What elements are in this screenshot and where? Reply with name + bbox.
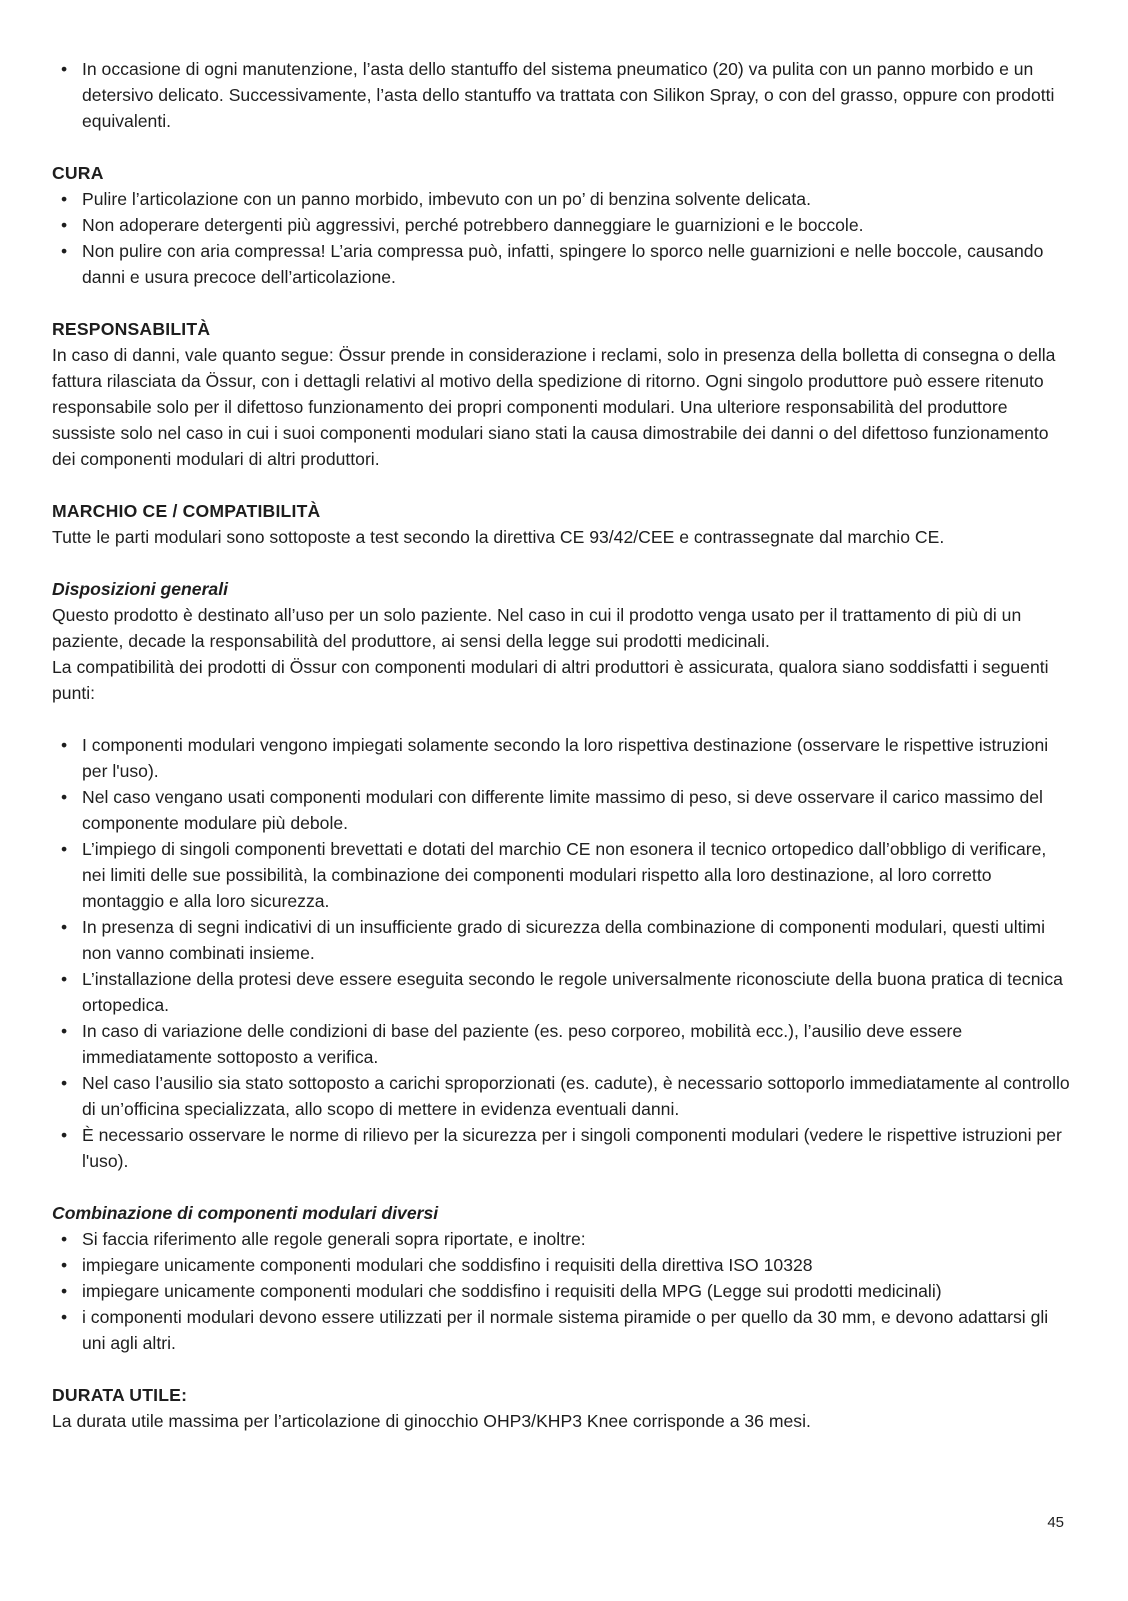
combinazione-list bbox=[52, 1226, 1072, 1356]
page-number: 45 bbox=[1047, 1514, 1064, 1531]
document-body bbox=[52, 56, 1072, 1434]
responsabilita-heading: RESPONSABILITÀ bbox=[52, 319, 211, 339]
responsabilita-paragraph: In caso di danni, vale quanto segue: Össur prende in considerazione i reclami, solo in presenza della bolletta di consegna o della fattura rilasciata da Össur, con i dettagli relativi al motivo della spedizione di ritorno. Ogni singolo produttore può essere ritenuto responsabile solo per il difettoso funzionamento dei propri componenti modulari. Una ulteriore responsabilità del produttore sussiste solo nel caso in cui i suoi componenti modulari siano stati la causa dimostrabile dei danni o del difettoso funzionamento dei componenti modulari di altri produttori. bbox=[52, 345, 1056, 469]
marchio-heading: MARCHIO CE / COMPATIBILITÀ bbox=[52, 501, 321, 521]
list-item: • Pulire l’articolazione con un panno morbido, imbevuto con un po’ di benzina solvente delicata. bbox=[52, 186, 1072, 212]
cura-heading: CURA bbox=[52, 163, 104, 183]
list-item: • Nel caso l’ausilio sia stato sottoposto a carichi sproporzionati (es. cadute), è necessario sottoporlo immediatamente al controllo di un’officina specializzata, allo scopo di mettere in evidenza eventuali danni. bbox=[52, 1070, 1072, 1122]
marchio-paragraph: Tutte le parti modulari sono sottoposte a test secondo la direttiva CE 93/42/CEE e contrassegnate dal marchio CE. bbox=[52, 527, 945, 547]
disposizioni-paragraph-1: Questo prodotto è destinato all’uso per un solo paziente. Nel caso in cui il prodotto venga usato per il trattamento di più di un paziente, decade la responsabilità del produttore, ai sensi della legge sui prodotti medicinali. bbox=[52, 605, 1022, 651]
combinazione-heading: Combinazione di componenti modulari diversi bbox=[52, 1203, 439, 1223]
list-item: • Non adoperare detergenti più aggressivi, perché potrebbero danneggiare le guarnizioni e le boccole. bbox=[52, 212, 1072, 238]
disposizioni-heading: Disposizioni generali bbox=[52, 579, 228, 599]
list-item: • Si faccia riferimento alle regole generali sopra riportate, e inoltre: bbox=[52, 1226, 1072, 1252]
list-item: • impiegare unicamente componenti modulari che soddisfino i requisiti della direttiva ISO 10328 bbox=[52, 1252, 1072, 1278]
list-item: • In caso di variazione delle condizioni di base del paziente (es. peso corporeo, mobilità ecc.), l’ausilio deve essere immediatamente sottoposto a verifica. bbox=[52, 1018, 1072, 1070]
maintenance-list bbox=[52, 56, 1072, 134]
list-item: • È necessario osservare le norme di rilievo per la sicurezza per i singoli componenti modulari (vedere le rispettive istruzioni per l'uso). bbox=[52, 1122, 1072, 1174]
durata-paragraph: La durata utile massima per l’articolazione di ginocchio OHP3/KHP3 Knee corrisponde a 36 mesi. bbox=[52, 1411, 811, 1431]
list-item: • L’installazione della protesi deve essere eseguita secondo le regole universalmente riconosciute della buona pratica di tecnica ortopedica. bbox=[52, 966, 1072, 1018]
list-item: • In presenza di segni indicativi di un insufficiente grado di sicurezza della combinazione di componenti modulari, questi ultimi non vanno combinati insieme. bbox=[52, 914, 1072, 966]
disposizioni-list bbox=[52, 732, 1072, 1174]
list-item: • Nel caso vengano usati componenti modulari con differente limite massimo di peso, si deve osservare il carico massimo del componente modulare più debole. bbox=[52, 784, 1072, 836]
list-item: • L’impiego di singoli componenti brevettati e dotati del marchio CE non esonera il tecnico ortopedico dall’obbligo di verificare, nei limiti delle sue possibilità, la combinazione dei componenti modulari rispetto alla loro destinazione, al loro corretto montaggio e alla loro sicurezza. bbox=[52, 836, 1072, 914]
list-item: • In occasione di ogni manutenzione, l’asta dello stantuffo del sistema pneumatico (20) va pulita con un panno morbido e un detersivo delicato. Successivamente, l’asta dello stantuffo va trattata con Silikon Spray, o con del grasso, oppure con prodotti equivalenti. bbox=[52, 56, 1072, 134]
cura-list bbox=[52, 186, 1072, 290]
list-item: • i componenti modulari devono essere utilizzati per il normale sistema piramide o per quello da 30 mm, e devono adattarsi gli uni agli altri. bbox=[52, 1304, 1072, 1356]
list-item: • I componenti modulari vengono impiegati solamente secondo la loro rispettiva destinazione (osservare le rispettive istruzioni per l'uso). bbox=[52, 732, 1072, 784]
durata-heading: DURATA UTILE: bbox=[52, 1385, 188, 1405]
disposizioni-paragraph-2: La compatibilità dei prodotti di Össur con componenti modulari di altri produttori è assicurata, qualora siano soddisfatti i seguenti punti: bbox=[52, 657, 1049, 703]
list-item: • impiegare unicamente componenti modulari che soddisfino i requisiti della MPG (Legge sui prodotti medicinali) bbox=[52, 1278, 1072, 1304]
list-item: • Non pulire con aria compressa! L’aria compressa può, infatti, spingere lo sporco nelle guarnizioni e nelle boccole, causando danni e usura precoce dell’articolazione. bbox=[52, 238, 1072, 290]
